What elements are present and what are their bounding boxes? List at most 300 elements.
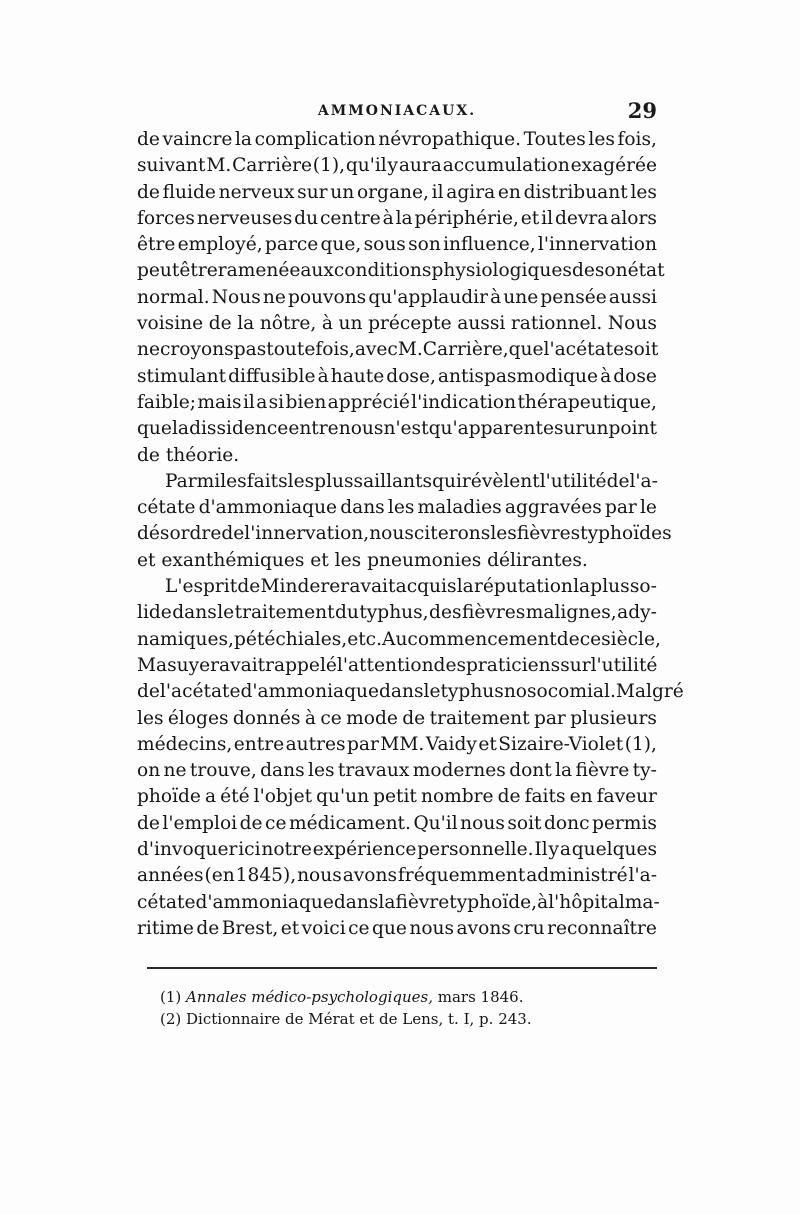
word: de: [137, 681, 160, 703]
word: L'esprit: [165, 576, 238, 598]
word: que,: [320, 234, 362, 256]
word: faits: [524, 786, 566, 808]
word: un: [330, 181, 355, 203]
word: entre: [288, 418, 339, 440]
page-number: 29: [627, 98, 657, 123]
word: petit: [373, 786, 417, 808]
text-line: [137, 916, 657, 942]
word: l'acétate: [159, 681, 241, 703]
paragraph-start-line: [137, 469, 657, 495]
word: toutefois,: [266, 339, 355, 361]
text-line: [137, 364, 657, 390]
word: dans: [333, 891, 379, 913]
word: (1),: [312, 155, 346, 177]
running-title: AMMONIACAUX.: [317, 103, 477, 119]
word: que: [508, 339, 544, 361]
word: traitement: [234, 602, 335, 624]
word: 1845),: [235, 865, 297, 887]
word: que: [137, 418, 172, 440]
footnotes: [160, 986, 630, 1030]
text-line: [137, 127, 657, 153]
word: Au: [382, 628, 408, 650]
word: M.: [397, 339, 423, 361]
word: dont: [509, 760, 552, 782]
word: ce: [579, 628, 602, 650]
text-line: et exanthémiques et les pneumonies délirantes.: [137, 549, 588, 571]
footnote-1: [160, 986, 630, 1008]
word: de: [571, 260, 595, 282]
word: antispasmodique: [437, 365, 599, 387]
word: (en: [204, 865, 235, 887]
word: en: [497, 181, 521, 203]
word: les: [220, 470, 247, 492]
word: travaux: [337, 760, 410, 782]
word: dans: [378, 681, 424, 703]
word: donnés: [232, 707, 301, 729]
word: voici: [301, 917, 346, 939]
word: suivant: [137, 155, 206, 177]
word: ne: [137, 339, 160, 361]
word: administré: [526, 865, 628, 887]
word: trouve,: [189, 760, 257, 782]
journal-title: Annales médico-psychologiques,: [186, 988, 433, 1006]
word: de: [137, 129, 160, 150]
word: haute: [330, 365, 385, 387]
word: en: [569, 786, 593, 808]
text-line: [137, 811, 657, 837]
word: être: [137, 234, 176, 256]
word: névropathique.: [378, 129, 522, 150]
word: de: [556, 628, 580, 650]
word: l'emploi: [162, 812, 238, 834]
word: bien: [285, 391, 327, 413]
word: sur: [554, 418, 585, 440]
word: cétate: [137, 891, 196, 913]
word: y: [548, 839, 559, 861]
word: l'acétate: [543, 339, 625, 361]
word: vaincre: [162, 129, 233, 150]
word: Brest,: [221, 917, 279, 939]
word: M.: [206, 155, 232, 177]
word: faits: [246, 470, 288, 492]
word: la: [171, 418, 189, 440]
word: sous: [363, 234, 406, 256]
word: été: [220, 786, 250, 808]
word: ce: [348, 917, 370, 939]
word: Masuyer: [137, 654, 220, 676]
word: centre: [319, 207, 381, 229]
word: et: [280, 917, 300, 939]
word: l'a-: [628, 865, 657, 887]
word: Nous: [211, 286, 261, 308]
word: maladies: [417, 497, 502, 519]
word: nôtre,: [259, 313, 317, 335]
word: nous: [369, 523, 414, 545]
word: si: [268, 391, 285, 413]
word: les: [137, 707, 164, 729]
word: forces: [137, 207, 195, 229]
word: nombre: [420, 786, 494, 808]
word: il: [431, 181, 444, 203]
word: sur: [560, 654, 591, 676]
word: notre: [261, 839, 312, 861]
word: Sizaire-Violet: [498, 733, 624, 755]
word: mode: [346, 707, 398, 729]
text-line: [137, 258, 665, 284]
word: de: [606, 470, 630, 492]
word: nous: [297, 865, 342, 887]
word: organe,: [356, 181, 429, 203]
word: soit: [624, 339, 659, 361]
word: typhus,: [359, 602, 429, 624]
word: le: [217, 602, 235, 624]
text-line: [137, 600, 657, 626]
word: à: [490, 286, 502, 308]
word: de: [239, 812, 263, 834]
word: l'innervation: [537, 234, 657, 256]
word: faveur: [596, 786, 657, 808]
word: reconnaître: [547, 917, 657, 939]
word: typhoïde,: [449, 891, 538, 913]
word: l'a-: [629, 470, 658, 492]
word: physiologiques: [431, 260, 572, 282]
word: avait: [349, 576, 396, 598]
word: Carrière,: [422, 339, 509, 361]
footnote-date: mars 1846.: [437, 988, 524, 1006]
word: qu'apparente: [428, 418, 554, 440]
word: dans: [260, 760, 305, 782]
word: fièvres: [516, 523, 581, 545]
word: saillants: [353, 470, 433, 492]
word: être: [179, 260, 218, 282]
word: employé,: [177, 234, 263, 256]
word: dans: [340, 497, 385, 519]
word: normal.: [137, 286, 210, 308]
footnote-rule: [147, 967, 657, 969]
word: des: [429, 602, 462, 624]
word: point: [608, 418, 657, 440]
word: il: [541, 207, 554, 229]
word: qui: [432, 470, 462, 492]
word: (1),: [624, 733, 657, 755]
text-line: [137, 232, 657, 258]
word: que: [372, 917, 407, 939]
word: par: [533, 707, 566, 729]
word: par: [604, 497, 637, 519]
word: fièvres: [461, 602, 526, 624]
word: à: [537, 891, 549, 913]
word: nous: [409, 917, 455, 939]
footnote-marker: (2): [160, 1010, 182, 1028]
word: l'objet: [253, 786, 313, 808]
word: d'ammoniaque: [195, 891, 334, 913]
word: médecins,: [137, 733, 233, 755]
word: et: [478, 733, 497, 755]
word: une: [503, 286, 539, 308]
text-line: [137, 758, 657, 784]
word: etc.: [347, 628, 383, 650]
word: précepte: [368, 313, 452, 335]
word: qu'il: [345, 155, 387, 177]
word: fièvre: [575, 760, 630, 782]
word: a: [256, 391, 268, 413]
word: so-: [629, 576, 657, 598]
word: lide: [137, 602, 172, 624]
word: aura: [398, 155, 442, 177]
word: l'attention: [336, 654, 434, 676]
word: fréquemment: [397, 865, 526, 887]
text-line: de théorie.: [137, 444, 240, 466]
word: éloges: [167, 707, 229, 729]
word: ce: [265, 812, 287, 834]
word: praticiens: [466, 654, 561, 676]
word: rationnel.: [510, 313, 603, 335]
text-line: [137, 153, 657, 179]
word: fluide: [162, 181, 216, 203]
word: accumulation: [442, 155, 570, 177]
word: de: [196, 917, 220, 939]
word: de: [237, 576, 261, 598]
footnote-2: [160, 1008, 630, 1030]
word: nerveux: [218, 181, 295, 203]
word: à: [382, 207, 394, 229]
word: ramenée: [217, 260, 301, 282]
word: les: [588, 129, 615, 150]
text-line: [137, 390, 657, 416]
word: qu'applaudir: [368, 286, 488, 308]
paragraph-start-line: [137, 574, 657, 600]
word: de: [402, 707, 426, 729]
word: révèlent: [461, 470, 540, 492]
word: donc: [544, 812, 590, 834]
word: siècle,: [601, 628, 661, 650]
word: un: [584, 418, 609, 440]
word: aussi: [457, 313, 506, 335]
word: dose,: [386, 365, 436, 387]
word: état: [627, 260, 665, 282]
word: nerveuses: [196, 207, 293, 229]
word: d'ammoniaque: [198, 497, 338, 519]
word: périphérie,: [414, 207, 519, 229]
text-line: [137, 890, 660, 916]
word: traitement: [429, 707, 530, 729]
word: alors: [610, 207, 657, 229]
word: la: [456, 576, 474, 598]
word: l'hôpital: [548, 891, 625, 913]
word: du: [334, 602, 359, 624]
word: a: [559, 839, 571, 861]
word: réputation: [473, 576, 573, 598]
word: a: [204, 786, 217, 808]
word: la: [234, 129, 252, 150]
word: peut: [137, 260, 180, 282]
word: avait: [219, 654, 266, 676]
word: cétate: [137, 497, 196, 519]
word: diffusible: [228, 365, 316, 387]
word: agira: [446, 181, 496, 203]
word: des: [433, 654, 466, 676]
text-line: [137, 337, 657, 363]
word: par: [346, 733, 379, 755]
word: ritime: [137, 917, 194, 939]
word: de: [221, 523, 245, 545]
text-line: [137, 285, 657, 311]
word: typhoïdes: [580, 523, 672, 545]
word: l'innervation,: [244, 523, 370, 545]
word: d'ammoniaque: [240, 681, 379, 703]
word: soit: [507, 812, 542, 834]
text-line: [137, 706, 657, 732]
word: apprécié: [327, 391, 410, 413]
word: commencement: [407, 628, 557, 650]
word: à: [317, 365, 329, 387]
word: Toutes: [523, 129, 586, 150]
word: son: [594, 260, 628, 282]
word: années: [137, 865, 204, 887]
text-line: [137, 206, 657, 232]
word: malignes,: [525, 602, 617, 624]
word: exagérée: [570, 155, 657, 177]
word: à: [600, 365, 612, 387]
word: quelques: [571, 839, 657, 861]
word: ma-: [624, 891, 660, 913]
word: avons: [456, 917, 511, 939]
text-line: [137, 837, 657, 863]
word: voisine: [137, 313, 204, 335]
word: la: [237, 313, 255, 335]
word: distribuant: [523, 181, 628, 203]
text-line: [137, 784, 657, 810]
word: fièvre: [395, 891, 450, 913]
word: nosocomial.: [503, 681, 616, 703]
word: les: [308, 760, 335, 782]
word: phoïde: [137, 786, 201, 808]
word: mais: [197, 391, 242, 413]
word: les: [490, 523, 517, 545]
word: cru: [513, 917, 545, 939]
word: Vaidy: [425, 733, 477, 755]
word: devra: [554, 207, 609, 229]
word: complication: [254, 129, 376, 150]
word: autres: [285, 733, 346, 755]
word: à: [321, 313, 333, 335]
footnote-text: Dictionnaire de Mérat et de Lens, t. I, p. 243.: [186, 1010, 532, 1028]
word: permis: [592, 812, 657, 834]
word: les: [387, 497, 415, 519]
word: namiques,: [137, 628, 234, 650]
word: stimulant: [137, 365, 227, 387]
text-line: [137, 653, 657, 679]
word: avec: [354, 339, 398, 361]
word: médicament.: [288, 812, 411, 834]
word: l'indication: [411, 391, 517, 413]
word: croyons: [159, 339, 234, 361]
word: nous: [338, 418, 384, 440]
word: de: [137, 181, 160, 203]
word: nous: [460, 812, 505, 834]
text-line: [137, 311, 657, 337]
word: Nous: [607, 313, 657, 335]
text-line: [137, 416, 657, 442]
word: ady-: [617, 602, 657, 624]
word: dissidence: [189, 418, 289, 440]
word: personnelle.: [417, 839, 534, 861]
word: de: [208, 313, 232, 335]
text-line: [137, 521, 672, 547]
word: conditions: [333, 260, 432, 282]
word: les: [630, 181, 657, 203]
word: parce: [264, 234, 319, 256]
body-text: [137, 127, 684, 942]
word: pensée: [540, 286, 607, 308]
word: fois,: [617, 129, 657, 150]
word: y: [387, 155, 399, 177]
word: aggravées: [504, 497, 602, 519]
word: ty-: [632, 760, 657, 782]
word: ne: [262, 286, 286, 308]
word: Qu'il: [413, 812, 458, 834]
word: à: [304, 707, 316, 729]
word: plus: [590, 576, 630, 598]
word: on: [137, 760, 161, 782]
word: ne: [163, 760, 187, 782]
word: et: [520, 207, 540, 229]
word: du: [294, 207, 319, 229]
word: Il: [534, 839, 548, 861]
word: la: [395, 207, 413, 229]
text-line: [137, 679, 684, 705]
word: de: [497, 786, 521, 808]
word: sur: [297, 181, 328, 203]
word: la: [573, 576, 591, 598]
word: rappelé: [265, 654, 337, 676]
word: l'utilité: [590, 654, 658, 676]
word: un: [338, 313, 363, 335]
word: plus: [314, 470, 354, 492]
word: dose: [613, 365, 657, 387]
word: citerons: [413, 523, 491, 545]
word: influence,: [443, 234, 536, 256]
word: Carrière: [232, 155, 312, 177]
word: thérapeutique,: [517, 391, 657, 413]
running-head: [137, 98, 657, 123]
text-line: [137, 495, 657, 521]
word: d'invoquer: [137, 839, 238, 861]
word: la: [555, 760, 573, 782]
word: l'utilité: [539, 470, 607, 492]
word: modernes: [412, 760, 506, 782]
word: entre: [233, 733, 285, 755]
word: le: [639, 497, 657, 519]
footnote-marker: (1): [160, 988, 182, 1006]
word: le: [423, 681, 441, 703]
word: dans: [172, 602, 217, 624]
word: désordre: [137, 523, 222, 545]
word: de: [137, 812, 160, 834]
word: les: [287, 470, 315, 492]
word: pétéchiales,: [233, 628, 348, 650]
word: Parmi: [165, 470, 221, 492]
word: aux: [300, 260, 334, 282]
word: son: [408, 234, 441, 256]
word: Malgré: [615, 681, 684, 703]
word: pas: [233, 339, 267, 361]
text-line: [137, 627, 661, 653]
word: plusieurs: [570, 707, 657, 729]
word: ici: [238, 839, 261, 861]
word: il: [242, 391, 255, 413]
word: n'est: [383, 418, 429, 440]
